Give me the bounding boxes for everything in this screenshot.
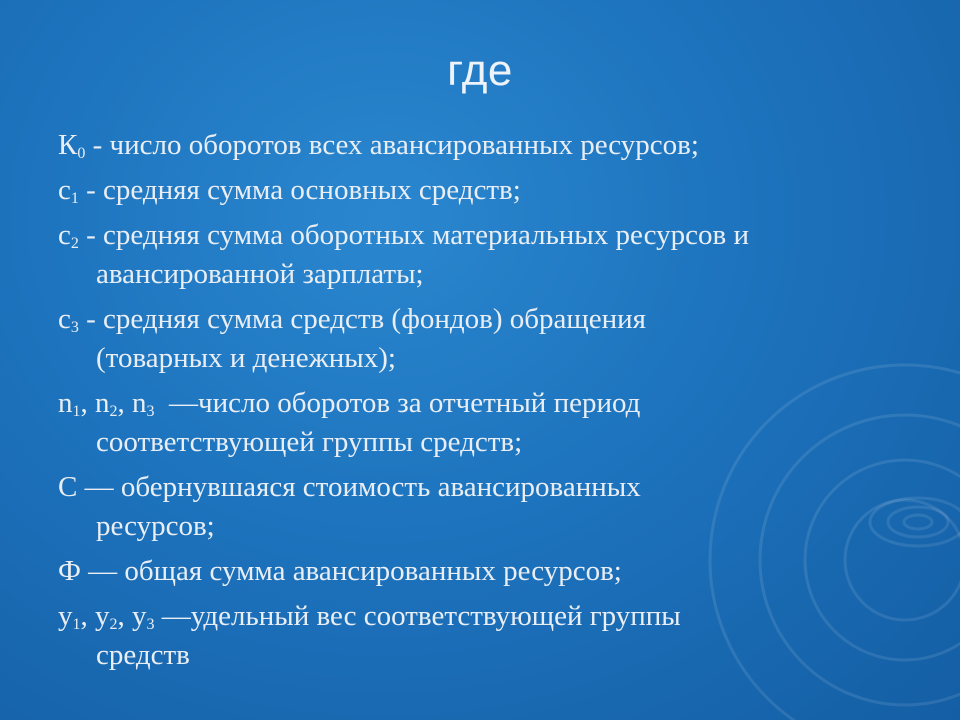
- symbol: у: [58, 600, 73, 632]
- definition-continuation: соответствующей группы средств;: [96, 426, 523, 458]
- slide-title: где: [447, 46, 513, 95]
- symbol: n: [58, 387, 73, 419]
- symbol: , n: [80, 387, 110, 419]
- subscript: 3: [146, 403, 155, 420]
- subscript: 1: [72, 616, 81, 633]
- symbol: , n: [117, 387, 147, 419]
- subscript: 0: [77, 145, 86, 162]
- definition-k0: [58, 126, 918, 165]
- symbol: , у: [117, 600, 147, 632]
- definition-text: - средняя сумма основных средств;: [78, 174, 521, 206]
- definition-c-capital: [58, 468, 918, 546]
- definition-y: [58, 597, 918, 675]
- symbol: с: [58, 174, 71, 206]
- subscript: 1: [72, 403, 81, 420]
- definition-c1: [58, 171, 918, 210]
- definition-n: [58, 384, 918, 462]
- definition-text: Ф — общая сумма авансированных ресурсов;: [58, 555, 622, 587]
- definition-text: - средняя сумма оборотных материальных ресурсов и: [78, 219, 749, 251]
- symbol: , у: [80, 600, 110, 632]
- symbol: с: [58, 219, 71, 251]
- symbol: К: [58, 129, 78, 161]
- definition-text: —удельный вес соответствующей группы: [154, 600, 681, 632]
- symbol: с: [58, 303, 71, 335]
- definition-continuation: ресурсов;: [96, 510, 215, 542]
- subscript: 2: [70, 235, 79, 252]
- definition-continuation: средств: [96, 639, 190, 671]
- definition-c2: [58, 216, 918, 294]
- definition-text: С — обернувшаяся стоимость авансированных: [58, 471, 641, 503]
- subscript: 3: [146, 616, 155, 633]
- subscript: 1: [70, 190, 79, 207]
- definition-text: —число оборотов за отчетный период: [154, 387, 641, 419]
- definition-c3: [58, 300, 918, 378]
- subscript: 2: [109, 403, 118, 420]
- definition-text: - средняя сумма средств (фондов) обращения: [78, 303, 646, 335]
- subscript: 3: [70, 319, 79, 336]
- definition-text: - число оборотов всех авансированных ресурсов;: [85, 129, 699, 161]
- subscript: 2: [109, 616, 118, 633]
- definitions-list: [58, 126, 918, 675]
- definition-continuation: авансированной зарплаты;: [96, 258, 424, 290]
- definition-f: [58, 552, 918, 591]
- definition-continuation: (товарных и денежных);: [96, 342, 396, 374]
